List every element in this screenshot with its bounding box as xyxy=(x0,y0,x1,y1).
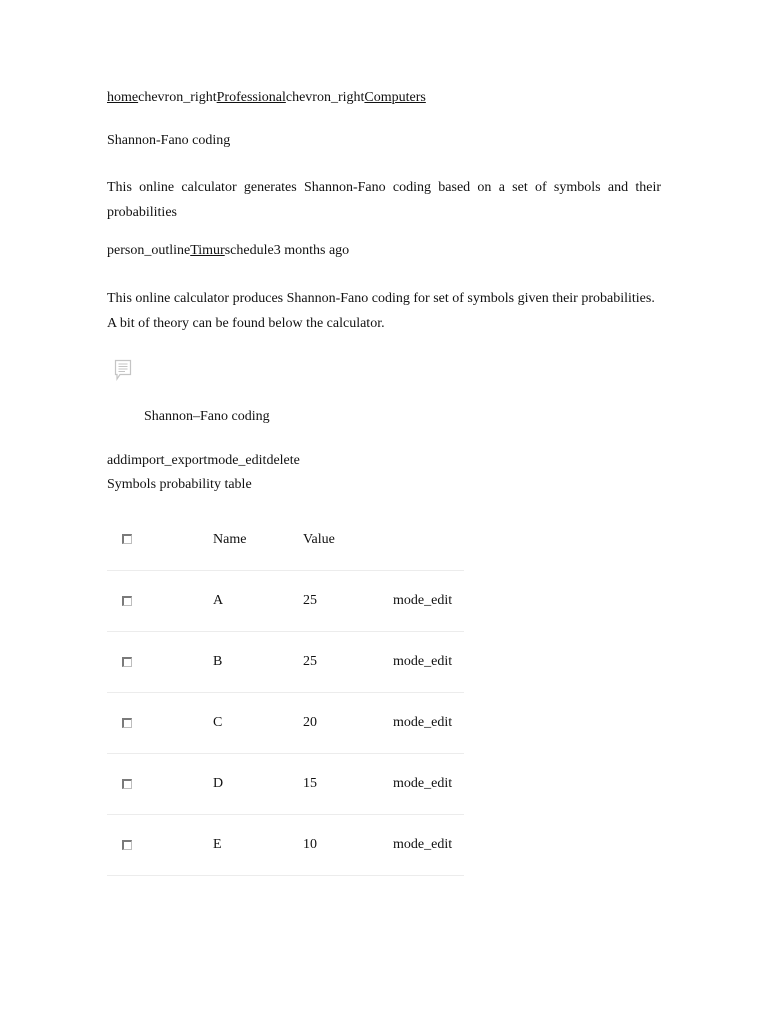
chevron-right-icon: chevron_right xyxy=(138,90,217,105)
column-header-name[interactable]: Name xyxy=(213,509,303,571)
column-header-value[interactable]: Value xyxy=(303,509,393,571)
calculator-title: Shannon–Fano coding xyxy=(144,409,270,424)
row-checkbox[interactable] xyxy=(122,657,132,667)
column-header-actions xyxy=(393,509,464,571)
table-toolbar xyxy=(107,453,300,469)
chevron-right-icon: chevron_right xyxy=(285,90,365,105)
delete-icon[interactable]: delete xyxy=(266,453,300,468)
schedule-icon: schedule xyxy=(224,243,274,258)
breadcrumb-computers-link[interactable]: Computers xyxy=(364,90,426,105)
symbol-value: 10 xyxy=(303,815,393,876)
select-all-checkbox[interactable] xyxy=(122,534,132,544)
author-link[interactable]: Timur xyxy=(190,243,225,258)
add-icon[interactable]: add xyxy=(107,453,128,468)
person-outline-icon: person_outline xyxy=(107,243,191,258)
breadcrumb-home-link[interactable]: home xyxy=(107,90,139,105)
select-all-cell xyxy=(107,509,213,571)
row-checkbox[interactable] xyxy=(122,779,132,789)
table-row xyxy=(107,632,464,693)
mode-edit-icon[interactable]: mode_edit xyxy=(393,837,453,852)
mode-edit-icon[interactable]: mode_edit xyxy=(393,654,453,669)
symbol-value: 15 xyxy=(303,754,393,815)
breadcrumb xyxy=(107,90,426,106)
symbol-name: C xyxy=(213,693,303,754)
table-row xyxy=(107,571,464,632)
symbol-name: B xyxy=(213,632,303,693)
breadcrumb-professional-link[interactable]: Professional xyxy=(216,90,286,105)
page-title: Shannon-Fano coding xyxy=(107,133,231,148)
import-export-icon[interactable]: import_export xyxy=(127,453,208,468)
row-checkbox[interactable] xyxy=(122,840,132,850)
calculator-icon xyxy=(114,359,132,381)
table-row xyxy=(107,754,464,815)
row-checkbox[interactable] xyxy=(122,596,132,606)
table-header-row xyxy=(107,509,464,571)
mode-edit-icon[interactable]: mode_edit xyxy=(393,776,453,791)
mode-edit-icon[interactable]: mode_edit xyxy=(207,453,267,468)
symbol-value: 25 xyxy=(303,571,393,632)
mode-edit-icon[interactable]: mode_edit xyxy=(393,593,453,608)
table-row xyxy=(107,693,464,754)
symbol-name: A xyxy=(213,571,303,632)
publish-time: 3 months ago xyxy=(273,243,350,258)
symbols-probability-table xyxy=(107,509,464,876)
article-meta xyxy=(107,243,349,259)
symbol-name: E xyxy=(213,815,303,876)
mode-edit-icon[interactable]: mode_edit xyxy=(393,715,453,730)
table-caption: Symbols probability table xyxy=(107,477,252,492)
page-lead: This online calculator generates Shannon-Fano coding based on a set of symbols and their probabilities xyxy=(107,180,661,220)
symbol-name: D xyxy=(213,754,303,815)
calculator-description: This online calculator produces Shannon-Fano coding for set of symbols given their probabilities. A bit of theory can be found below the calculator. xyxy=(107,291,655,331)
row-checkbox[interactable] xyxy=(122,718,132,728)
symbol-value: 20 xyxy=(303,693,393,754)
table-row xyxy=(107,815,464,876)
symbol-value: 25 xyxy=(303,632,393,693)
